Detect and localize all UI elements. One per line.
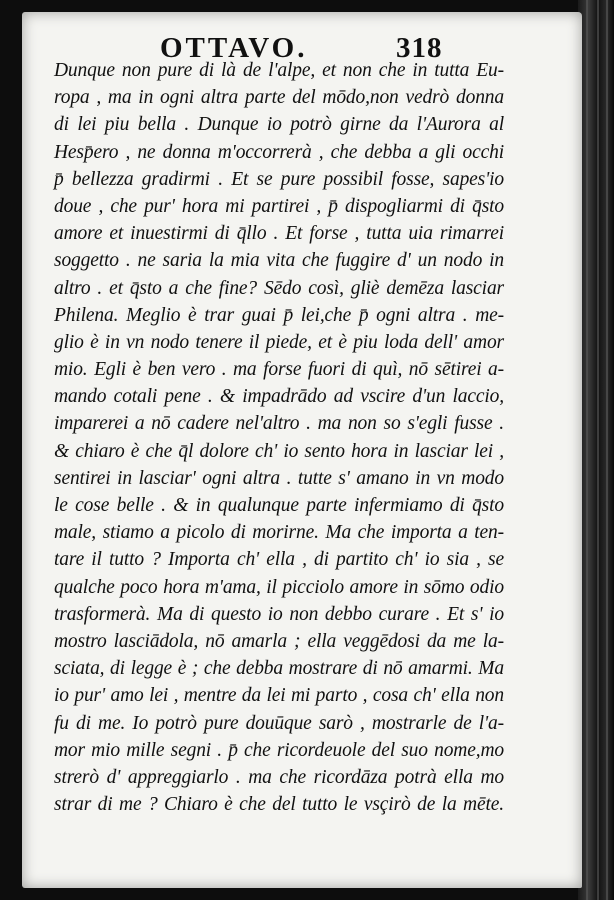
text-line: Hesp̄ero , ne donna m'occorrerà , che debba a gli occhi xyxy=(54,141,504,163)
text-line: altro . et q̄sto a che fine? Sēdo così, gliè demēza lasciar xyxy=(54,277,504,299)
text-line: sciata, di legge è ; che debba mostrare di nō amarmi. Ma xyxy=(54,658,504,680)
text-line: strerò d' appreggiarlo . ma che ricordāza potrà ella mo xyxy=(54,766,504,788)
text-line: di lei piu bella . Dunque io potrò girne da l'Aurora al xyxy=(54,114,504,136)
text-line: trasformerà. Ma di questo io non debbo curare . Et s' io xyxy=(54,603,504,625)
text-line: mostro lasciādola, nō amarla ; ella veggēdosi da me la- xyxy=(54,630,504,652)
text-line: fu di me. Io potrò pure douūque sarò , mostrarle de l'a- xyxy=(54,712,504,734)
text-line: imparerei a nō cadere nel'altro . ma non so s'egli fusse . xyxy=(54,413,504,435)
printed-page xyxy=(22,12,582,888)
text-line: Philena. Meglio è trar guai p̄ lei,che p̄ ogni altra . me- xyxy=(54,304,504,326)
binding-edge-line xyxy=(597,0,599,900)
text-line: Dunque non pure di là de l'alpe, et non che in tutta Eu- xyxy=(54,60,504,81)
text-line: & chiaro è che q̄l dolore ch' io sento hora in lasciar lei , xyxy=(54,440,504,462)
text-line: strar di me ? Chiaro è che del tutto le vsçirò de la mēte. xyxy=(54,794,504,816)
text-line: mor mio mille segni . p̄ che ricordeuole del suo nome,mo xyxy=(54,739,504,761)
text-line: amore et inuestirmi di q̄llo . Et forse , tutta uia rimarrei xyxy=(54,223,504,245)
text-line: soggetto . ne saria la mia vita che fuggire d' un nodo in xyxy=(54,250,504,272)
text-line: ropa , ma in ogni altra parte del mōdo,non vedrò donna xyxy=(54,87,504,109)
text-line: mio. Egli è ben vero . ma forse fuori di quì, nō sētirei a- xyxy=(54,359,504,381)
text-line: p̄ bellezza gradirmi . Et se pure possibil fosse, sapes'io xyxy=(54,168,504,190)
book-binding-edge xyxy=(578,0,614,900)
page-number: 318 xyxy=(396,32,443,64)
binding-edge-line xyxy=(606,0,608,900)
binding-edge-line xyxy=(586,0,588,900)
text-line: tare il tutto ? Importa ch' ella , di partito ch' io sia , se xyxy=(54,549,504,571)
body-text xyxy=(54,57,504,818)
text-line: male, stiamo a picolo di morirne. Ma che importa a ten- xyxy=(54,522,504,544)
text-line: mando cotali pene . & impadrādo ad vscire d'un laccio, xyxy=(54,386,504,408)
text-line: qualche poco hora m'ama, il picciolo amore in sōmo odio xyxy=(54,576,504,598)
running-title: OTTAVO. xyxy=(160,32,308,64)
text-line: glio è in vn nodo tenere il piede, et è piu loda dell' amor xyxy=(54,331,504,353)
text-line: le cose belle . & in qualunque parte infermiamo di q̄sto xyxy=(54,495,504,516)
text-line: io pur' amo lei , mentre da lei mi parto , cosa ch' ella non xyxy=(54,685,504,707)
text-line: doue , che pur' hora mi partirei , p̄ dispogliarmi di q̄sto xyxy=(54,195,504,217)
text-line: sentirei in lasciar' ogni altra . tutte s' amano in vn modo xyxy=(54,467,504,489)
